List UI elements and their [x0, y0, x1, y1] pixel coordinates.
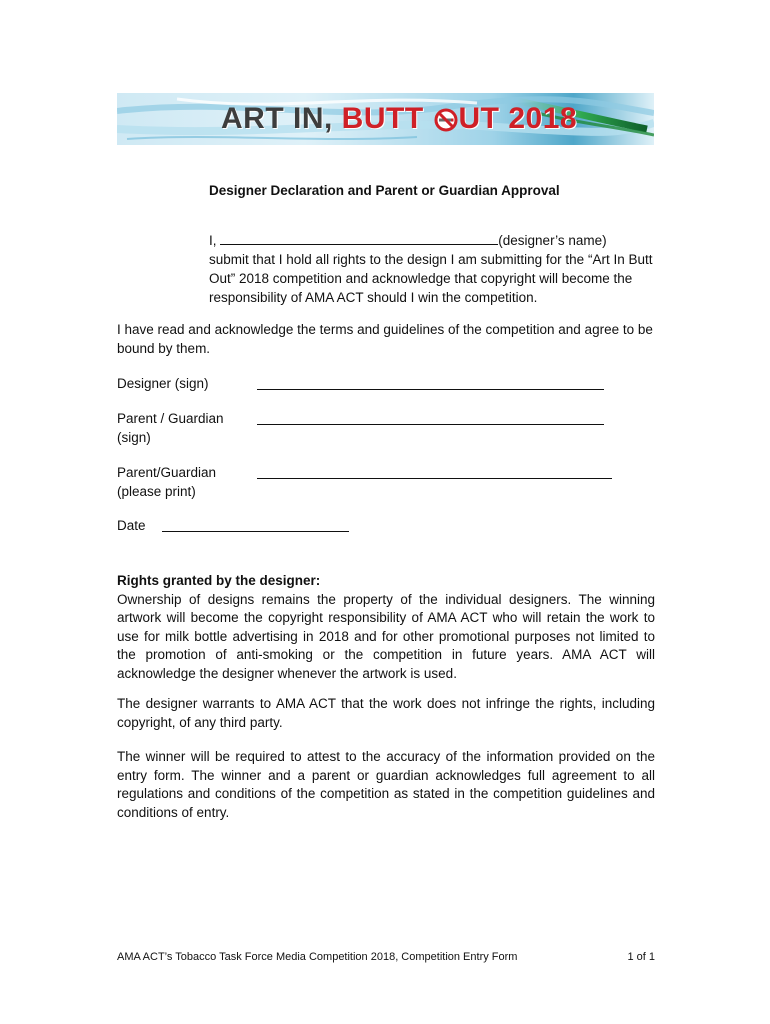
date-label: Date [117, 518, 146, 533]
competition-banner [117, 93, 654, 145]
designer-sign-field[interactable] [257, 389, 604, 390]
date-field[interactable] [162, 531, 349, 532]
designer-name-line [209, 231, 654, 250]
designer-name-field[interactable] [220, 232, 498, 245]
banner-title-part2: BUTT [341, 102, 433, 135]
parent-sign-label-line1: Parent / Guardian [117, 411, 224, 426]
parent-print-label-line2: (please print) [117, 483, 196, 499]
rights-paragraph-2: The designer warrants to AMA ACT that the work does not infringe the rights, including copyright, of any third party. [117, 696, 655, 730]
rights-paragraph-1: Ownership of designs remains the property of the individual designers. The winning artwork will become the copyright responsibility of AMA ACT who will retain the work to use for milk bottle advertising in 2018 and for other promotional purposes not limited to the promotion of anti-smoking or the competition in future years. AMA ACT will acknowledge the designer whenever the artwork is used. [117, 591, 655, 681]
declaration-suffix: (designer’s name) [498, 233, 607, 248]
banner-title-part1: ART IN, [221, 102, 342, 135]
rights-title: Rights granted by the designer: [117, 573, 321, 588]
declaration-prefix: I, [209, 233, 217, 248]
banner-title-part3: UT 2018 [458, 102, 578, 135]
page-number: 1 of 1 [627, 951, 655, 963]
no-smoking-icon [434, 108, 458, 132]
parent-print-label [117, 464, 247, 501]
form-heading: Designer Declaration and Parent or Guardian Approval [209, 183, 560, 198]
banner-title [221, 101, 577, 137]
parent-print-field[interactable] [257, 478, 612, 479]
footer-text: AMA ACT’s Tobacco Task Force Media Competition 2018, Competition Entry Form [117, 951, 518, 963]
declaration-block [209, 231, 654, 307]
acknowledge-text: I have read and acknowledge the terms and guidelines of the competition and agree to be bound by them. [117, 322, 653, 356]
parent-print-label-line1: Parent/Guardian [117, 465, 217, 480]
page-footer [117, 950, 655, 964]
parent-sign-label-line2: (sign) [117, 429, 151, 445]
declaration-text: submit that I hold all rights to the design I am submitting for the “Art In Butt Out” 2018 competition and acknowledge that copyright will become the responsibility of AMA ACT should I win the competition. [209, 252, 653, 305]
designer-sign-label: Designer (sign) [117, 376, 209, 391]
rights-paragraph-3: The winner will be required to attest to the accuracy of the information provided on the entry form. The winner and a parent or guardian acknowledges full agreement to all regulations and conditions of the competition as stated in the competition guidelines and conditions of entry. [117, 749, 655, 820]
parent-sign-field[interactable] [257, 424, 604, 425]
rights-section [117, 572, 655, 683]
parent-sign-label [117, 410, 247, 447]
